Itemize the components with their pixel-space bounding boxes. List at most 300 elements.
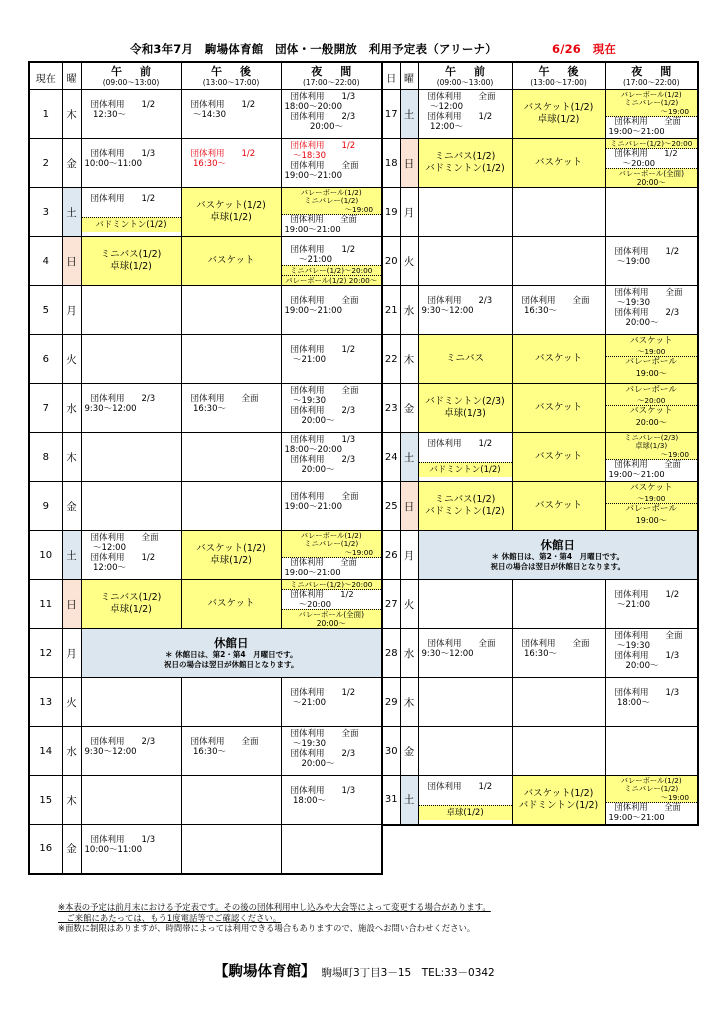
facility-name: 【駒場体育館】	[214, 964, 316, 980]
slot-text: 20:00～	[284, 122, 343, 132]
slot-highlight	[282, 265, 382, 285]
slot-highlight	[606, 168, 698, 187]
slot-text: 19:00～21:00	[284, 306, 342, 316]
slot-am	[418, 433, 512, 482]
day-number: 26	[382, 531, 400, 580]
slot-text: バレーボール(1/2)	[300, 531, 362, 540]
day-weekday: 金	[62, 482, 81, 531]
slot-ev	[281, 825, 382, 874]
slot-text: 16:30～	[184, 159, 226, 169]
slot-text: 団体利用 1/3	[290, 92, 356, 102]
col-header-pm: 午後 (13:00～17:00)	[512, 62, 605, 90]
slot-text: 団体利用 全面	[290, 161, 359, 171]
slot-ev	[281, 90, 382, 139]
slot-text: バレーボール(1/2)	[620, 776, 682, 785]
slot-am	[418, 580, 512, 629]
day-weekday: 土	[400, 433, 418, 482]
day-number: 8	[29, 433, 62, 482]
slot-pm	[181, 727, 281, 776]
slot-am	[418, 286, 512, 335]
day-weekday: 月	[62, 629, 81, 678]
slot-pm	[512, 678, 605, 727]
day-weekday: 日	[62, 580, 81, 629]
day-number: 5	[29, 286, 62, 335]
slot-text: ～19:00	[660, 449, 689, 459]
slot-text: バスケット	[534, 451, 583, 462]
slot-text: バスケット	[534, 402, 583, 413]
day-weekday: 木	[400, 678, 418, 727]
slot-text: 20:00～	[284, 465, 335, 475]
slot-plain	[282, 215, 382, 234]
slot-ev	[281, 678, 382, 727]
slot-text: 団体利用 全面	[290, 214, 357, 225]
day-weekday: 木	[62, 776, 81, 825]
slot-ev	[605, 335, 698, 384]
slot-text: 19:00～21:00	[608, 811, 665, 822]
slot-am	[81, 286, 181, 335]
day-number: 2	[29, 139, 62, 188]
slot-text: ミニバス(1/2)	[434, 494, 496, 505]
day-row	[382, 727, 698, 776]
slot-text: バスケット	[534, 157, 583, 168]
slot-pm	[512, 580, 605, 629]
slot-text: 20:00～	[608, 318, 659, 328]
slot-am	[418, 188, 512, 237]
slot-plain	[606, 149, 698, 168]
slot-text: 団体利用 全面	[614, 288, 683, 298]
slot-text: ～19:30	[608, 298, 650, 308]
slot-am	[418, 678, 512, 727]
day-row	[382, 188, 698, 237]
day-weekday: 土	[62, 188, 81, 237]
col-header-am: 午前 (09:00～13:00)	[81, 62, 181, 90]
slot-text: ミニバス(1/2)	[100, 592, 162, 603]
closed-note: ＊ 休館日は、第2・第4 月曜日です。	[165, 650, 298, 659]
day-row	[382, 776, 698, 825]
slot-text: 団体利用 2/3	[90, 394, 156, 404]
day-number: 12	[29, 629, 62, 678]
day-number: 11	[29, 580, 62, 629]
day-row	[29, 139, 382, 188]
slot-text: バレーボール(1/2)	[620, 90, 682, 99]
slot-text: 18:00～	[608, 698, 650, 708]
slot-text: 団体利用 全面	[190, 394, 259, 404]
slot-text: ミニバレー(1/2)～20:00	[290, 266, 373, 275]
day-number: 20	[382, 237, 400, 286]
day-weekday: 土	[400, 90, 418, 139]
slot-text: 団体利用 全面	[290, 386, 359, 396]
day-number: 31	[382, 776, 400, 825]
slot-text: ～12:00	[421, 102, 463, 112]
slot-text: バレーボール(全面)	[618, 169, 685, 178]
slot-text: ～19:00	[608, 257, 650, 267]
slot-text: 団体利用 2/3	[614, 308, 680, 318]
slot-text: 19:00～21:00	[608, 125, 665, 136]
note-line: ご来館にあたっては、もう1度電話等でご確認ください。	[58, 912, 282, 923]
slot-am	[81, 188, 181, 237]
slot-text: ～19:00	[637, 494, 666, 503]
slot-am	[81, 237, 181, 286]
slot-am	[81, 384, 181, 433]
day-number: 9	[29, 482, 62, 531]
day-row	[29, 433, 382, 482]
footer	[214, 960, 495, 981]
closed-title: 休館日	[214, 636, 249, 650]
slot-highlight	[606, 776, 698, 803]
slot-plain	[606, 117, 698, 136]
slot-text: 16:30～	[515, 306, 557, 316]
day-row	[382, 629, 698, 678]
slot-text: 16:30～	[515, 649, 557, 659]
slot-text: 卓球(1/2)	[537, 114, 580, 125]
day-number: 1	[29, 90, 62, 139]
day-row	[29, 384, 382, 433]
slot-am	[418, 90, 512, 139]
slot-ev	[605, 482, 698, 531]
slot-text: バレーボール(1/2)	[300, 188, 362, 197]
day-row	[29, 335, 382, 384]
slot-plain	[606, 460, 698, 479]
title-text: 令和3年7月 駒場体育館 団体・一般開放 利用予定表（アリーナ）	[130, 42, 497, 56]
slot-text: バレーボール	[606, 356, 698, 368]
day-row	[382, 335, 698, 384]
day-number: 18	[382, 139, 400, 188]
slot-pm	[512, 433, 605, 482]
slot-text: 9:30～12:00	[421, 649, 474, 659]
slot-text: 団体利用 全面	[290, 729, 359, 739]
slot-text: ～20:00	[290, 598, 332, 609]
slot-text: 団体利用 1/3	[90, 149, 156, 159]
col-header-ev: 夜間 (17:00～22:00)	[605, 62, 698, 90]
slot-text: 団体利用 1/2	[190, 149, 256, 159]
slot-am	[81, 678, 181, 727]
day-weekday: 金	[62, 139, 81, 188]
slot-text: 団体利用 全面	[614, 459, 681, 470]
slot-text: バスケット	[629, 483, 673, 493]
facility-address: 駒場町3丁目3－15 TEL:33－0342	[321, 967, 495, 979]
slot-pm	[181, 433, 281, 482]
slot-text: 卓球(1/3)	[635, 441, 668, 451]
day-weekday: 水	[400, 629, 418, 678]
day-weekday: 日	[400, 139, 418, 188]
day-weekday: 火	[62, 335, 81, 384]
slot-text: 10:00～11:00	[84, 159, 142, 169]
day-weekday: 木	[62, 90, 81, 139]
slot-text: ～21:00	[284, 698, 326, 708]
slot-ev	[605, 629, 698, 678]
slot-am	[418, 237, 512, 286]
slot-ev	[281, 727, 382, 776]
slot-pm	[181, 825, 281, 874]
slot-text: バレーボール	[625, 385, 677, 395]
slot-text: バドミントン(2/3)	[425, 396, 505, 407]
slot-text: ～19:30	[284, 396, 326, 406]
col-header-ev: 夜間 (17:00～22:00)	[281, 62, 382, 90]
slot-text: 20:00～	[284, 759, 335, 769]
day-number: 4	[29, 237, 62, 286]
slot-am	[418, 335, 512, 384]
slot-plain	[282, 558, 382, 577]
slot-text: 団体利用 1/2	[90, 100, 156, 110]
slot-text: 16:30～	[184, 747, 226, 757]
slot-text: 18:00～20:00	[284, 102, 342, 112]
slot-text: バスケット(1/2)	[523, 102, 594, 113]
slot-text: 9:30～12:00	[84, 404, 137, 414]
day-row	[382, 580, 698, 629]
slot-text: 卓球(1/2)	[110, 261, 152, 272]
col-header-am: 午前 (09:00～13:00)	[418, 62, 512, 90]
closed-note: ＊ 休館日は、第2・第4 月曜日です。	[491, 552, 624, 561]
slot-text: 20:00～	[635, 418, 667, 427]
slot-text: ～19:30	[608, 641, 650, 651]
slot-pm	[512, 335, 605, 384]
slot-text: ～18:30	[284, 151, 326, 161]
day-number: 28	[382, 629, 400, 678]
slot-text: 団体利用 1/3	[290, 786, 356, 796]
slot-highlight	[282, 531, 382, 558]
slot-pm	[181, 482, 281, 531]
slot-text: バスケット(1/2)	[196, 543, 266, 554]
slot-text: ミニバレー(2/3)	[624, 433, 679, 442]
slot-pm	[181, 776, 281, 825]
day-number: 13	[29, 678, 62, 727]
slot-text: バスケット	[606, 405, 698, 417]
schedule-table-left	[28, 61, 383, 875]
slot-ev	[605, 384, 698, 433]
day-row	[382, 286, 698, 335]
slot-ev	[605, 433, 698, 482]
day-number: 15	[29, 776, 62, 825]
slot-text: バドミントン(1/2)	[419, 462, 512, 477]
slot-pm	[181, 286, 281, 335]
page-title	[130, 41, 617, 57]
slot-text: 団体利用 1/2	[190, 100, 256, 110]
slot-text: 19:00～21:00	[284, 171, 342, 181]
slot-text: バドミントン(1/2)	[518, 799, 599, 811]
day-number: 30	[382, 727, 400, 776]
slot-text: 12:30～	[84, 110, 126, 120]
slot-am	[81, 482, 181, 531]
slot-text: ～20:00	[614, 157, 656, 168]
slot-text: ～19:30	[284, 739, 326, 749]
slot-am	[81, 139, 181, 188]
day-row	[29, 286, 382, 335]
slot-text: ～14:30	[184, 110, 226, 120]
slot-text: バスケット	[534, 500, 583, 511]
slot-ev	[281, 384, 382, 433]
day-row	[29, 629, 382, 678]
day-weekday: 水	[400, 286, 418, 335]
slot-text: 団体利用 1/3	[614, 651, 680, 661]
day-row	[382, 678, 698, 727]
day-weekday: 月	[62, 286, 81, 335]
day-row	[29, 727, 382, 776]
day-weekday: 水	[62, 727, 81, 776]
slot-am	[418, 776, 512, 825]
day-weekday: 日	[400, 482, 418, 531]
day-row	[382, 237, 698, 286]
col-header-genzai: 現在	[29, 62, 62, 90]
slot-pm	[512, 90, 605, 139]
slot-ev	[605, 776, 698, 825]
slot-text: 9:30～12:00	[421, 306, 474, 316]
slot-text: ミニバレー(1/2)	[624, 98, 679, 108]
slot-pm	[181, 531, 281, 580]
slot-ev	[281, 580, 382, 629]
slot-text: 団体利用 1/2	[90, 553, 156, 563]
day-number: 3	[29, 188, 62, 237]
slot-text: 団体利用 1/3	[614, 688, 680, 698]
slot-text: 団体利用 2/3	[290, 749, 356, 759]
day-row	[382, 384, 698, 433]
slot-ev	[281, 237, 382, 286]
slot-pm	[512, 482, 605, 531]
slot-text: ～12:00	[84, 543, 126, 553]
day-weekday: 金	[62, 825, 81, 874]
slot-text: バスケット(1/2)	[196, 200, 266, 211]
slot-ev	[281, 139, 382, 188]
slot-text: 20:00～	[608, 661, 659, 671]
slot-text: 団体利用 1/2	[290, 345, 356, 355]
slot-ev	[281, 776, 382, 825]
slot-text: 19:00～21:00	[284, 223, 341, 234]
slot-text: 19:00～	[635, 369, 667, 378]
slot-text: 団体利用 全面	[427, 92, 496, 102]
slot-text: 団体利用 1/2	[427, 439, 493, 449]
slot-plain	[282, 590, 382, 609]
slot-pm	[181, 384, 281, 433]
slot-text: ミニバレー(1/2)～20:00	[610, 139, 693, 148]
slot-text: 団体利用 全面	[290, 492, 359, 502]
slot-text: 卓球(1/2)	[110, 604, 152, 615]
slot-text: バスケット(1/2)	[523, 787, 594, 799]
header-row	[382, 62, 698, 90]
slot-pm	[512, 237, 605, 286]
slot-pm	[512, 727, 605, 776]
slot-text: ～19:00	[637, 347, 666, 356]
slot-text: 20:00～	[316, 619, 346, 628]
slot-text: ～19:00	[660, 792, 689, 802]
closed-note: 祝日の場合は翌日が休館日となります。	[490, 562, 625, 571]
day-number: 25	[382, 482, 400, 531]
slot-text: 団体利用 1/2	[290, 141, 356, 151]
slot-ev	[605, 678, 698, 727]
slot-text: ～19:00	[344, 547, 373, 557]
slot-text: 団体利用 全面	[290, 296, 359, 306]
closed-note: 祝日の場合は翌日が休館日となります。	[164, 660, 299, 669]
slot-am	[418, 629, 512, 678]
slot-text: 卓球(1/3)	[444, 408, 486, 419]
col-header-youbi: 曜	[400, 62, 418, 90]
slot-text: 12:00～	[84, 563, 126, 573]
slot-plain	[282, 237, 382, 265]
slot-text: 団体利用 1/2	[290, 688, 356, 698]
slot-text: 団体利用 全面	[521, 296, 590, 306]
day-weekday: 水	[62, 384, 81, 433]
day-row	[382, 433, 698, 482]
slot-text: 団体利用 全面	[614, 802, 681, 813]
slot-text: 団体利用 1/2	[614, 590, 680, 600]
slot-text: 団体利用 2/3	[290, 455, 356, 465]
day-weekday: 土	[62, 531, 81, 580]
day-weekday: 日	[62, 237, 81, 286]
slot-ev	[281, 433, 382, 482]
day-weekday: 土	[400, 776, 418, 825]
slot-text: 18:00～20:00	[284, 445, 342, 455]
slot-text: ミニバレー(1/2)	[304, 196, 359, 206]
slot-text: 20:00～	[284, 416, 335, 426]
day-number: 22	[382, 335, 400, 384]
slot-highlight	[282, 609, 382, 628]
slot-pm	[181, 335, 281, 384]
slot-plain	[606, 803, 698, 822]
slot-text: バスケット	[534, 353, 583, 364]
slot-text: 18:00～	[284, 796, 326, 806]
slot-am	[81, 825, 181, 874]
day-number: 7	[29, 384, 62, 433]
slot-pm	[512, 776, 605, 825]
slot-pm	[512, 139, 605, 188]
slot-text: ミニバレー(1/2)～20:00	[290, 580, 373, 589]
slot-text: 団体利用 1/2	[427, 782, 493, 792]
slot-ev	[605, 580, 698, 629]
slot-text: バレーボール(1/2) 20:00～	[282, 275, 382, 285]
day-weekday: 月	[400, 531, 418, 580]
slot-pm	[181, 580, 281, 629]
header-row	[29, 62, 382, 90]
slot-text: バドミントン(1/2)	[82, 217, 181, 232]
slot-pm	[181, 139, 281, 188]
slot-text: 団体利用 全面	[90, 533, 159, 543]
slot-ev	[605, 727, 698, 776]
day-row	[29, 678, 382, 727]
slot-am	[81, 433, 181, 482]
day-row	[29, 776, 382, 825]
slot-ev	[281, 531, 382, 580]
slot-ev	[605, 90, 698, 139]
day-weekday: 火	[400, 580, 418, 629]
day-weekday: 金	[400, 384, 418, 433]
slot-am	[418, 139, 512, 188]
slot-text: ミニバレー(1/2)	[624, 784, 679, 794]
slot-text: バレーボール(全面)	[298, 610, 365, 619]
col-header-day: 日	[382, 62, 400, 90]
day-row	[29, 482, 382, 531]
slot-text: バスケット	[207, 255, 255, 266]
slot-text: 団体利用 1/2	[427, 112, 493, 122]
slot-ev	[605, 188, 698, 237]
day-number: 23	[382, 384, 400, 433]
slot-am	[81, 727, 181, 776]
slot-text: 19:00～21:00	[284, 502, 342, 512]
notes	[58, 902, 491, 934]
slot-text: 19:00～21:00	[284, 566, 341, 577]
slot-highlight	[606, 90, 698, 117]
day-row	[29, 825, 382, 874]
note-line: ※本表の予定は前月末における予定表です。その後の団体利用申し込みや大会等によって変更する場合があります。	[58, 902, 491, 912]
slot-am	[418, 384, 512, 433]
slot-text: ～21:00	[608, 600, 650, 610]
day-number: 29	[382, 678, 400, 727]
day-number: 16	[29, 825, 62, 874]
day-row	[29, 188, 382, 237]
col-header-youbi: 曜	[62, 62, 81, 90]
slot-text: 卓球(1/2)	[210, 212, 252, 223]
slot-text: バレーボール	[606, 503, 698, 515]
day-weekday: 金	[400, 727, 418, 776]
slot-text: 団体利用 2/3	[290, 112, 356, 122]
day-row	[29, 531, 382, 580]
